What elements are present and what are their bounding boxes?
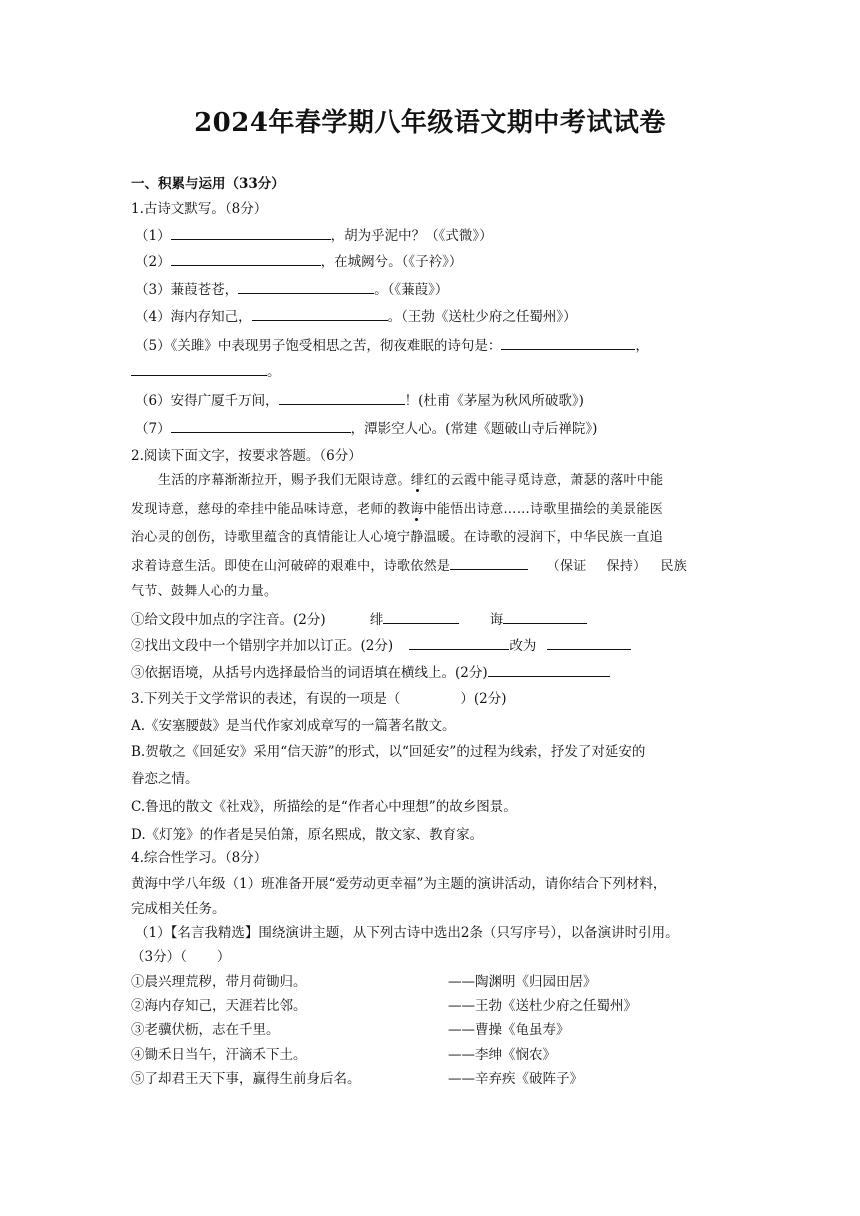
- q4-intro-cont: 完成相关任务。: [131, 901, 226, 917]
- section-heading: 一、积累与运用（33分）: [131, 176, 285, 192]
- answer-blank[interactable]: [252, 306, 388, 321]
- q3-option-d: D.《灯笼》的作者是吴伯箫，原名熙成，散文家、教育家。: [131, 827, 484, 843]
- poem-line: ④锄禾日当午，汗滴禾下土。 ——李绅《悯农》: [131, 1047, 556, 1063]
- answer-blank[interactable]: [171, 225, 331, 240]
- q2-stem: 2.阅读下面文字，按要求答题。（6分）: [131, 448, 362, 464]
- q4-stem: 4.综合性学习。（8分）: [131, 850, 268, 866]
- q1-stem: 1.古诗文默写。（8分）: [131, 201, 268, 217]
- answer-blank[interactable]: [503, 609, 587, 624]
- answer-blank[interactable]: [238, 279, 374, 294]
- poem-line: ⑤了却君王天下事，赢得生前身后名。 ——辛弃疾《破阵子》: [131, 1071, 583, 1087]
- q3-option-a: A.《安塞腰鼓》是当代作家刘成章写的一篇著名散文。: [131, 718, 456, 734]
- q1-item-2: （2） ，在城阙兮。（《子衿》）: [135, 251, 735, 272]
- q1-item-1: （1） ，胡为乎泥中？（《式微》）: [135, 225, 735, 246]
- q1-item-5: （5）《关雎》中表现男子饱受相思之苦，彻夜难眠的诗句是： ，: [135, 335, 735, 356]
- passage-line: 气节、鼓舞人心的力量。: [131, 584, 278, 599]
- passage-line: 发现诗意，慈母的牵挂中能品味诗意，老师的教诲中能悟出诗意……诗歌里描绘的美景能医: [131, 502, 664, 517]
- q1-item-3: （3）蒹葭苍苍， 。（《蒹葭》）: [135, 279, 735, 300]
- q3-stem: 3.下列关于文学常识的表述，有误的一项是（ ）(2分): [131, 691, 507, 707]
- dotted-char: 诲: [410, 502, 424, 517]
- answer-blank[interactable]: [488, 662, 610, 677]
- q3-option-b-cont: 眷恋之情。: [131, 771, 199, 787]
- answer-blank[interactable]: [171, 251, 321, 266]
- q1-item-7: （7） ，潭影空人心。(常建《题破山寺后禅院》): [135, 418, 735, 439]
- answer-blank[interactable]: [131, 361, 267, 376]
- q3-option-b: B.贺敬之《回延安》采用“信天游”的形式，以“回延安”的过程为线索，抒发了对延安的: [131, 744, 646, 760]
- q2-sub-1: ①给文段中加点的字注音。(2分) 绯 诲: [131, 609, 731, 630]
- q4-task-1: （1）【名言我精选】围绕演讲主题，从下列古诗中选出2条（只写序号），以备演讲时引用。: [135, 925, 679, 941]
- q1-item-4: （4）海内存知己， 。（王勃《送杜少府之任蜀州》）: [135, 306, 735, 327]
- q4-intro: 黄海中学八年级（1）班准备开展“爱劳动更幸福”为主题的演讲活动，请你结合下列材料，: [131, 876, 667, 892]
- passage-line: 治心灵的创伤，诗歌里蕴含的真情能让人心境宁静温暖。在诗歌的浸润下，中华民族一直追: [131, 530, 664, 545]
- q2-sub-2: ②找出文段中一个错别字并加以订正。(2分) 改为: [131, 635, 731, 656]
- q4-task-1-cont: （3分）（ ）: [131, 949, 231, 965]
- passage-line: 生活的序幕渐渐拉开，赐予我们无限诗意。绯红的云霞中能寻觅诗意，萧瑟的落叶中能: [158, 473, 664, 488]
- answer-blank[interactable]: [279, 390, 405, 405]
- answer-blank[interactable]: [171, 418, 351, 433]
- q1-item-6: （6）安得广厦千万间， ！(杜甫《茅屋为秋风所破歌》): [135, 390, 735, 411]
- q3-option-c: C.鲁迅的散文《社戏》，所描绘的是“作者心中理想”的故乡图景。: [131, 799, 517, 815]
- passage-line: 求着诗意生活。即使在山河破碎的艰难中，诗歌依然是 （保证 保持） 民族: [131, 555, 731, 577]
- q1-item-5-cont: 。: [131, 361, 731, 382]
- poem-line: ①晨兴理荒秽，带月荷锄归。 ——陶渊明《归园田居》: [131, 974, 597, 990]
- q2-sub-3: ③依据语境，从括号内选择最恰当的词语填在横线上。(2分): [131, 662, 731, 683]
- answer-blank[interactable]: [409, 635, 509, 650]
- poem-line: ③老骥伏枥，志在千里。 ——曹操《龟虽寿》: [131, 1022, 570, 1038]
- answer-blank[interactable]: [383, 609, 459, 624]
- answer-blank[interactable]: [450, 555, 528, 570]
- answer-blank[interactable]: [501, 335, 635, 350]
- poem-line: ②海内存知己，天涯若比邻。 ——王勃《送杜少府之任蜀州》: [131, 998, 637, 1014]
- exam-title: 2024年春学期八年级语文期中考试试卷: [194, 108, 666, 138]
- answer-blank[interactable]: [547, 635, 631, 650]
- dotted-char: 绯: [410, 473, 425, 488]
